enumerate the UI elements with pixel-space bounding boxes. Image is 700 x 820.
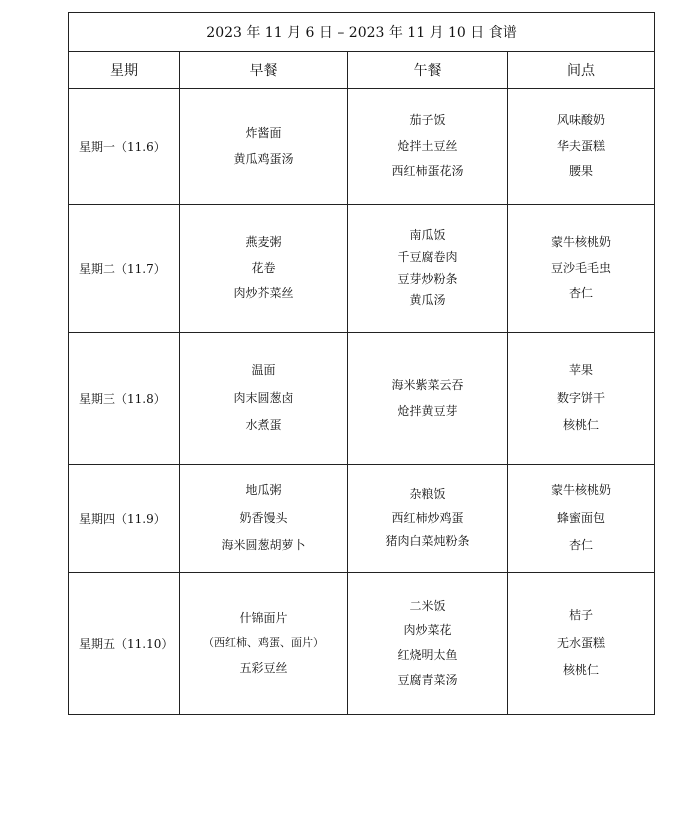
menu-item: 豆沙毛毛虫 <box>551 260 612 275</box>
breakfast-cell <box>180 89 348 205</box>
lunch-cell <box>348 205 508 333</box>
menu-item: 腰果 <box>569 164 594 179</box>
menu-item: 五彩豆丝 <box>239 660 288 675</box>
snack-cell <box>508 205 655 333</box>
table-row <box>69 205 655 333</box>
menu-item: 二米饭 <box>409 598 446 613</box>
menu-item-note: （西红柿、鸡蛋、面片） <box>203 636 324 650</box>
menu-table <box>68 12 655 715</box>
menu-item: 杏仁 <box>569 286 594 301</box>
menu-item: 黄瓜鸡蛋汤 <box>233 151 294 166</box>
menu-item: 肉炒芥菜丝 <box>233 286 294 301</box>
table-row <box>69 333 655 465</box>
menu-item: 华夫蛋糕 <box>557 138 606 153</box>
menu-item: 豆芽炒粉条 <box>397 271 458 286</box>
day-label: 星期四（11.9） <box>69 465 180 573</box>
menu-item: 肉炒菜花 <box>403 623 452 638</box>
table-row <box>69 465 655 573</box>
menu-item: 苹果 <box>569 363 594 378</box>
menu-item: 燕麦粥 <box>245 235 282 250</box>
menu-item: 海米圆葱胡萝卜 <box>221 538 306 553</box>
snack-cell <box>508 89 655 205</box>
menu-item: 桔子 <box>569 608 594 623</box>
snack-cell <box>508 465 655 573</box>
menu-item: 海米紫菜云吞 <box>391 377 464 392</box>
menu-item: 水煮蛋 <box>245 418 282 433</box>
menu-item: 南瓜饭 <box>409 228 446 243</box>
day-label: 星期一（11.6） <box>69 89 180 205</box>
header-weekday: 星期 <box>69 52 180 89</box>
title-row <box>69 13 655 52</box>
header-snack: 间点 <box>508 52 655 89</box>
menu-item: 地瓜粥 <box>245 483 282 498</box>
lunch-cell <box>348 573 508 715</box>
breakfast-cell <box>180 205 348 333</box>
menu-item: 奶香馒头 <box>239 510 288 525</box>
menu-item: 花卷 <box>251 260 276 275</box>
menu-item: 茄子饭 <box>409 113 446 128</box>
menu-item: 温面 <box>251 363 276 378</box>
lunch-cell <box>348 333 508 465</box>
menu-item: 西红柿炒鸡蛋 <box>391 510 464 525</box>
table-row <box>69 573 655 715</box>
header-breakfast: 早餐 <box>180 52 348 89</box>
menu-item: 核桃仁 <box>563 663 600 678</box>
menu-item: 红烧明太鱼 <box>397 648 458 662</box>
breakfast-cell <box>180 465 348 573</box>
day-label: 星期二（11.7） <box>69 205 180 333</box>
lunch-cell <box>348 465 508 573</box>
breakfast-cell <box>180 573 348 715</box>
header-row <box>69 52 655 89</box>
menu-item: 炝拌黄豆芽 <box>397 403 458 418</box>
menu-item: 豆腐青菜汤 <box>397 672 458 687</box>
snack-cell <box>508 573 655 715</box>
menu-item: 千豆腐卷肉 <box>397 249 458 264</box>
day-label: 星期五（11.10） <box>69 573 180 715</box>
lunch-cell <box>348 89 508 205</box>
menu-item: 黄瓜汤 <box>409 293 446 308</box>
menu-item: 核桃仁 <box>563 418 600 433</box>
menu-item: 蜂蜜面包 <box>557 510 606 525</box>
menu-item: 肉末圆葱卤 <box>233 390 294 405</box>
menu-item: 风味酸奶 <box>557 113 606 128</box>
table-row <box>69 89 655 205</box>
menu-item: 炸酱面 <box>245 125 282 140</box>
menu-item: 数字饼干 <box>557 390 606 405</box>
menu-item: 炝拌土豆丝 <box>397 138 458 153</box>
menu-item: 蒙牛核桃奶 <box>551 235 612 250</box>
menu-item: 西红柿蛋花汤 <box>391 164 464 179</box>
menu-item: 什锦面片 <box>239 610 288 625</box>
day-label: 星期三（11.8） <box>69 333 180 465</box>
snack-cell <box>508 333 655 465</box>
menu-item: 猪肉白菜炖粉条 <box>385 534 470 549</box>
menu-title: 2023 年 11 月 6 日 – 2023 年 11 月 10 日 食谱 <box>69 13 655 52</box>
menu-item: 杏仁 <box>569 538 594 553</box>
breakfast-cell <box>180 333 348 465</box>
menu-item: 无水蛋糕 <box>557 635 606 650</box>
menu-item: 杂粮饭 <box>409 487 446 502</box>
menu-item: 蒙牛核桃奶 <box>551 483 612 498</box>
header-lunch: 午餐 <box>348 52 508 89</box>
